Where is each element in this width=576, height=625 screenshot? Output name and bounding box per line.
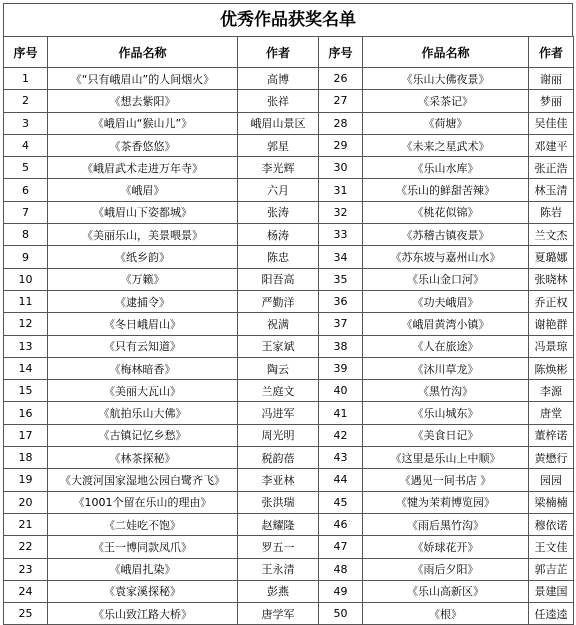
row-number-cell: 48	[319, 558, 363, 580]
author-cell: 谢艳群	[529, 313, 574, 335]
author-cell: 杨涛	[238, 224, 319, 246]
row-number-cell: 35	[319, 268, 363, 290]
row-number-cell: 44	[319, 469, 363, 491]
row-number-cell: 34	[319, 246, 363, 268]
author-cell: 夏璐娜	[529, 246, 574, 268]
author-cell: 唐学军	[238, 603, 319, 625]
author-cell: 董梓诺	[529, 424, 574, 446]
row-number-cell: 16	[4, 402, 48, 424]
work-title-cell: 《雨后黑竹沟》	[363, 513, 529, 535]
row-number-cell: 13	[4, 335, 48, 357]
table-row	[4, 603, 574, 625]
work-title-cell: 《大渡河国家湿地公园白鹭齐飞》	[48, 469, 238, 491]
author-cell: 张正浩	[529, 157, 574, 179]
work-title-cell: 《峨眉山下姿都城》	[48, 201, 238, 223]
work-title-cell: 《万籁》	[48, 268, 238, 290]
row-number-cell: 3	[4, 112, 48, 134]
table-row	[4, 335, 574, 357]
work-title-cell: 《袁家溪探秘》	[48, 580, 238, 602]
header-author: 作者	[238, 37, 319, 68]
author-cell: 税韵蓓	[238, 447, 319, 469]
author-cell: 王永清	[238, 558, 319, 580]
row-number-cell: 41	[319, 402, 363, 424]
author-cell: 冯景琼	[529, 335, 574, 357]
author-cell: 赵耀隆	[238, 513, 319, 535]
table-row	[4, 424, 574, 446]
author-cell: 唐堂	[529, 402, 574, 424]
table-row	[4, 469, 574, 491]
row-number-cell: 10	[4, 268, 48, 290]
author-cell: 彭燕	[238, 580, 319, 602]
row-number-cell: 18	[4, 447, 48, 469]
author-cell: 李亚林	[238, 469, 319, 491]
work-title-cell: 《雨后夕阳》	[363, 558, 529, 580]
table-row	[4, 179, 574, 201]
row-number-cell: 11	[4, 290, 48, 312]
header-number: 序号	[319, 37, 363, 68]
row-number-cell: 7	[4, 201, 48, 223]
row-number-cell: 28	[319, 112, 363, 134]
work-title-cell: 《乐山的鲜甜苦辣》	[363, 179, 529, 201]
work-title-cell: 《乐山水库》	[363, 157, 529, 179]
author-cell: 王文佳	[529, 536, 574, 558]
author-cell: 王家斌	[238, 335, 319, 357]
row-number-cell: 47	[319, 536, 363, 558]
table-row	[4, 224, 574, 246]
author-cell: 乔正权	[529, 290, 574, 312]
table-row	[4, 513, 574, 535]
row-number-cell: 50	[319, 603, 363, 625]
work-title-cell: 《桃花似锦》	[363, 201, 529, 223]
row-number-cell: 6	[4, 179, 48, 201]
author-cell: 六月	[238, 179, 319, 201]
work-title-cell: 《峨眉扎染》	[48, 558, 238, 580]
author-cell: 邓建平	[529, 134, 574, 156]
work-title-cell: 《未来之星武术》	[363, 134, 529, 156]
header-row	[4, 37, 574, 68]
table-row	[4, 491, 574, 513]
row-number-cell: 15	[4, 380, 48, 402]
header-number: 序号	[4, 37, 48, 68]
row-number-cell: 22	[4, 536, 48, 558]
table-row	[4, 313, 574, 335]
table-row	[4, 290, 574, 312]
row-number-cell: 2	[4, 90, 48, 112]
author-cell: 兰庭文	[238, 380, 319, 402]
work-title-cell: 《美丽乐山，美景喂景》	[48, 224, 238, 246]
table-row	[4, 580, 574, 602]
row-number-cell: 24	[4, 580, 48, 602]
table-row	[4, 68, 574, 90]
row-number-cell: 36	[319, 290, 363, 312]
work-title-cell: 《航拍乐山大佛》	[48, 402, 238, 424]
work-title-cell: 《荷塘》	[363, 112, 529, 134]
work-title-cell: 《犍为茉莉博览园》	[363, 491, 529, 513]
work-title-cell: 《1001个留在乐山的理由》	[48, 491, 238, 513]
author-cell: 严勤洋	[238, 290, 319, 312]
work-title-cell: 《峨眉山“猴山儿”》	[48, 112, 238, 134]
work-title-cell: 《只有云知道》	[48, 335, 238, 357]
row-number-cell: 32	[319, 201, 363, 223]
row-number-cell: 25	[4, 603, 48, 625]
row-number-cell: 29	[319, 134, 363, 156]
header-work-title: 作品名称	[363, 37, 529, 68]
table-row	[4, 536, 574, 558]
work-title-cell: 《王一博同款凤爪》	[48, 536, 238, 558]
row-number-cell: 9	[4, 246, 48, 268]
row-number-cell: 12	[4, 313, 48, 335]
row-number-cell: 20	[4, 491, 48, 513]
work-title-cell: 《二娃吃不饱》	[48, 513, 238, 535]
row-number-cell: 42	[319, 424, 363, 446]
author-cell: 林玉清	[529, 179, 574, 201]
row-number-cell: 49	[319, 580, 363, 602]
work-title-cell: 《功夫峨眉》	[363, 290, 529, 312]
work-title-cell: 《遇见一间书店 》	[363, 469, 529, 491]
author-cell: 穆依诺	[529, 513, 574, 535]
row-number-cell: 17	[4, 424, 48, 446]
author-cell: 李光辉	[238, 157, 319, 179]
row-number-cell: 14	[4, 357, 48, 379]
row-number-cell: 8	[4, 224, 48, 246]
work-title-cell: 《乐山金口河》	[363, 268, 529, 290]
work-title-cell: 《沐川草龙》	[363, 357, 529, 379]
work-title-cell: 《乐山致江路大桥》	[48, 603, 238, 625]
author-cell: 陈岩	[529, 201, 574, 223]
work-title-cell: 《苏稽古镇夜景》	[363, 224, 529, 246]
author-cell: 阳吾高	[238, 268, 319, 290]
row-number-cell: 30	[319, 157, 363, 179]
award-list-document	[3, 3, 573, 621]
work-title-cell: 《茶香悠悠》	[48, 134, 238, 156]
work-title-cell: 《“只有峨眉山”的人间烟火》	[48, 68, 238, 90]
author-cell: 祝满	[238, 313, 319, 335]
table-row	[4, 201, 574, 223]
author-cell: 冯进军	[238, 402, 319, 424]
table-row	[4, 112, 574, 134]
work-title-cell: 《峨眉武术走进万年寺》	[48, 157, 238, 179]
table-row	[4, 558, 574, 580]
author-cell: 梁楠楠	[529, 491, 574, 513]
work-title-cell: 《这里是乐山上中顺》	[363, 447, 529, 469]
document-title: 优秀作品获奖名单	[3, 3, 573, 36]
work-title-cell: 《根》	[363, 603, 529, 625]
author-cell: 陶云	[238, 357, 319, 379]
table-row	[4, 380, 574, 402]
table-row	[4, 157, 574, 179]
author-cell: 张洪瑞	[238, 491, 319, 513]
work-title-cell: 《乐山高新区》	[363, 580, 529, 602]
author-cell: 陈焕彬	[529, 357, 574, 379]
work-title-cell: 《娇球花开》	[363, 536, 529, 558]
work-title-cell: 《梅林暗香》	[48, 357, 238, 379]
author-cell: 郭吉芷	[529, 558, 574, 580]
award-table	[3, 36, 574, 625]
work-title-cell: 《人在旅途》	[363, 335, 529, 357]
row-number-cell: 33	[319, 224, 363, 246]
table-row	[4, 90, 574, 112]
work-title-cell: 《逮捕令》	[48, 290, 238, 312]
table-row	[4, 402, 574, 424]
row-number-cell: 5	[4, 157, 48, 179]
author-cell: 陈忠	[238, 246, 319, 268]
row-number-cell: 27	[319, 90, 363, 112]
work-title-cell: 《峨眉黄湾小镇》	[363, 313, 529, 335]
table-row	[4, 134, 574, 156]
author-cell: 兰文杰	[529, 224, 574, 246]
author-cell: 高博	[238, 68, 319, 90]
table-row	[4, 246, 574, 268]
row-number-cell: 37	[319, 313, 363, 335]
work-title-cell: 《林茶探秘》	[48, 447, 238, 469]
author-cell: 吴佳佳	[529, 112, 574, 134]
row-number-cell: 38	[319, 335, 363, 357]
work-title-cell: 《想去紫阳》	[48, 90, 238, 112]
author-cell: 罗五一	[238, 536, 319, 558]
author-cell: 峨眉山景区	[238, 112, 319, 134]
header-author: 作者	[529, 37, 574, 68]
author-cell: 李源	[529, 380, 574, 402]
table-row	[4, 357, 574, 379]
author-cell: 张祥	[238, 90, 319, 112]
row-number-cell: 19	[4, 469, 48, 491]
row-number-cell: 46	[319, 513, 363, 535]
row-number-cell: 43	[319, 447, 363, 469]
work-title-cell: 《采茶记》	[363, 90, 529, 112]
work-title-cell: 《苏东坡与嘉州山水》	[363, 246, 529, 268]
work-title-cell: 《纸乡韵》	[48, 246, 238, 268]
work-title-cell: 《峨眉》	[48, 179, 238, 201]
author-cell: 任逵逵	[529, 603, 574, 625]
work-title-cell: 《乐山城东》	[363, 402, 529, 424]
work-title-cell: 《黑竹沟》	[363, 380, 529, 402]
author-cell: 园园	[529, 469, 574, 491]
row-number-cell: 1	[4, 68, 48, 90]
work-title-cell: 《美丽大瓦山》	[48, 380, 238, 402]
row-number-cell: 21	[4, 513, 48, 535]
row-number-cell: 45	[319, 491, 363, 513]
header-work-title: 作品名称	[48, 37, 238, 68]
work-title-cell: 《古镇记忆乡愁》	[48, 424, 238, 446]
author-cell: 谢丽	[529, 68, 574, 90]
table-row	[4, 447, 574, 469]
author-cell: 梦丽	[529, 90, 574, 112]
work-title-cell: 《冬日峨眉山》	[48, 313, 238, 335]
author-cell: 张涛	[238, 201, 319, 223]
author-cell: 景建国	[529, 580, 574, 602]
author-cell: 郭星	[238, 134, 319, 156]
row-number-cell: 23	[4, 558, 48, 580]
author-cell: 张晓林	[529, 268, 574, 290]
row-number-cell: 40	[319, 380, 363, 402]
table-row	[4, 268, 574, 290]
work-title-cell: 《乐山大佛夜景》	[363, 68, 529, 90]
author-cell: 周光明	[238, 424, 319, 446]
work-title-cell: 《美食日记》	[363, 424, 529, 446]
row-number-cell: 26	[319, 68, 363, 90]
row-number-cell: 31	[319, 179, 363, 201]
row-number-cell: 39	[319, 357, 363, 379]
author-cell: 黄懋行	[529, 447, 574, 469]
row-number-cell: 4	[4, 134, 48, 156]
